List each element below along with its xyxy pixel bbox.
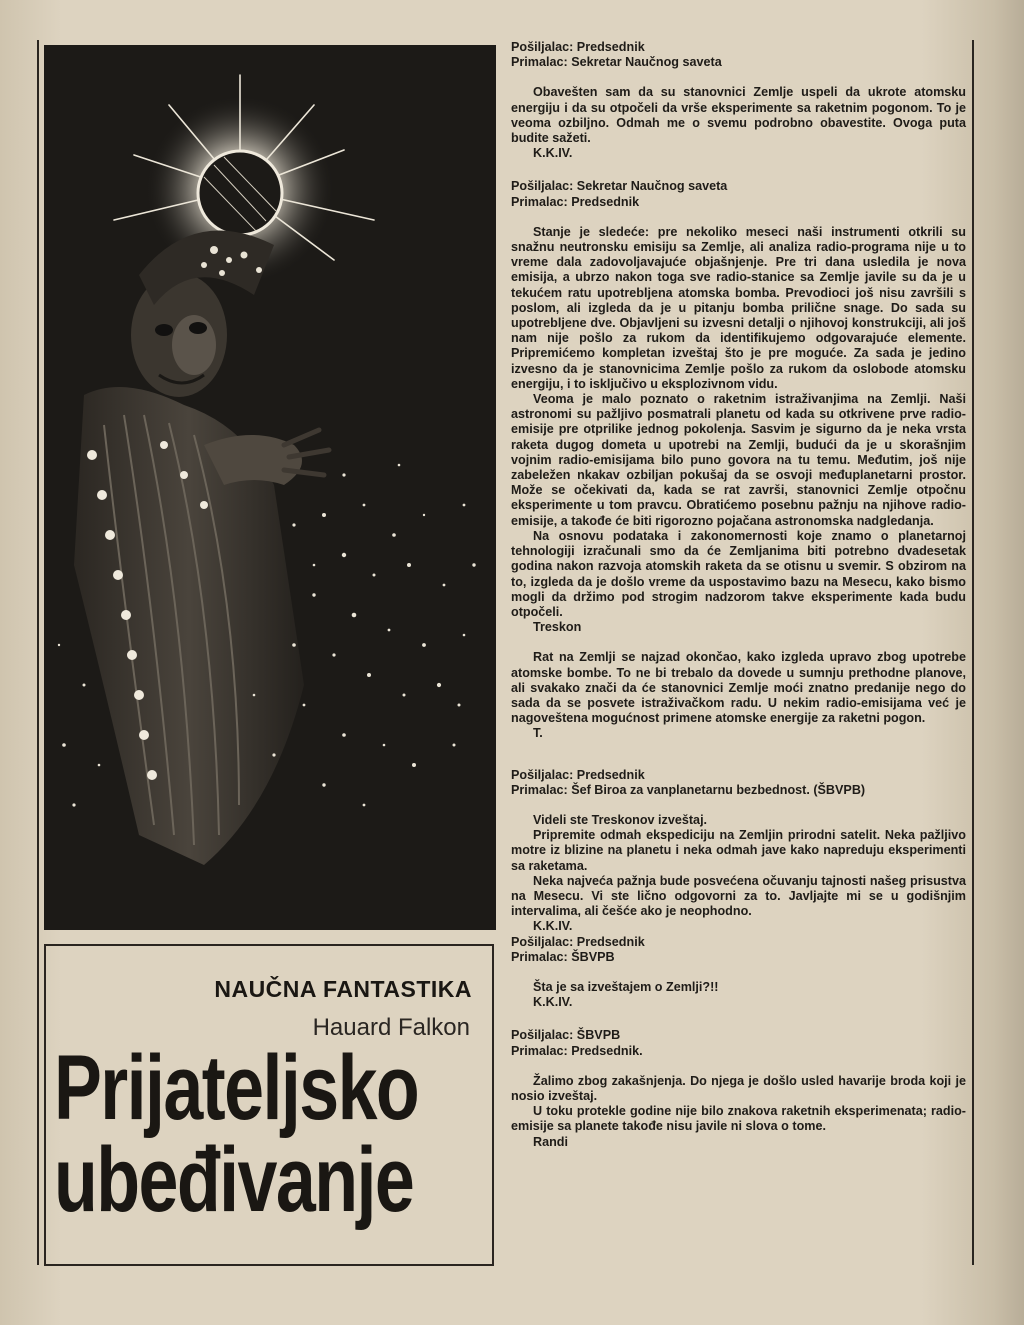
right-frame-rule xyxy=(972,40,974,1265)
message-paragraph: Obavešten sam da su stanovnici Zemlje uspeli da ukrote atomsku energiju i da su otpočeli da vrše eksperimente sa raketnim pogonom. To je veoma ozbiljno. Odmah me o svemu podrobno obavestite. Ovoga puta budite sažeti. xyxy=(511,85,966,146)
message-header xyxy=(511,1028,966,1058)
message-header xyxy=(511,768,966,798)
cosmic-figure-illustration xyxy=(44,45,496,930)
message-body xyxy=(511,225,966,635)
message-signature: K.K.IV. xyxy=(533,995,573,1010)
section-label: NAUČNA FANTASTIKA xyxy=(214,976,472,1002)
message-header xyxy=(511,40,966,70)
message-paragraph: Pripremite odmah ekspediciju na Zemljin prirodni satelit. Neka pažljivo motre iz blizine na planetu i neka odmah jave kako napreduju eksperimenti sa raketama. xyxy=(511,828,966,873)
author-name: Hauard Falkon xyxy=(312,1014,470,1041)
message-recipient: Primalac: Sekretar Naučnog saveta xyxy=(511,55,722,70)
message-body xyxy=(511,1074,966,1150)
message-recipient: Primalac: ŠBVPB xyxy=(511,949,615,964)
message-sender: Pošiljalac: Predsednik xyxy=(511,767,645,782)
message-paragraph: Na osnovu podataka i zakonomernosti koje znamo o planetarnoj tehnologiji izračunali smo da će Zemljanima biti potrebno dvadesetak godina nakon razvoja atomskih raketa da se otisnu u svemir. S obzirom na to, izgleda da je došlo vreme da uspostavimo bazu na Mesecu, kako bismo mogli da držimo pod strogim nadzorom takve eksperimente kada budu otpočeli. xyxy=(511,528,966,619)
message-sender: Pošiljalac: Predsednik xyxy=(511,40,645,54)
message-header xyxy=(511,179,966,209)
message-paragraph: Veoma je malo poznato o raketnim istraživanjima na Zemlji. Naši astronomi su pažljivo posmatrali planetu od kada su otkrivene prve radio-emisije pre otprilike jednog pokolenja. Sasvim je sigurno da je neka vrsta raketa dugog dometa u upotrebi na Zemlji, budući da je u skorašnjim vojnim radio-emisijama bilo puno govora na tu temu. Međutim, još nije zabeležen nkakav ozbiljan pokušaj da se osvoji međuplanetarni prostor. Može se očekivati da, kada se rat završi, stanovnici Zemlje otpočnu eksperimente u tom pravcu. Obratićemo posebnu pažnju na njihove radio-emisije, a takođe će biti rigorozno pojačana astronomska nadgledanja. xyxy=(511,392,966,528)
message-paragraph: U toku protekle godine nije bilo znakova raketnih eksperimenata; radio-emisije sa planete takođe nisu javile ni slova o tome. xyxy=(511,1104,966,1134)
message-signature: Randi xyxy=(533,1134,568,1149)
message-signature: T. xyxy=(533,726,543,741)
message-recipient: Primalac: Predsednik xyxy=(511,194,640,209)
message-paragraph: Stanje je sledeće: pre nekoliko meseci naši instrumenti otkrili su snažnu neutronsku emisiju sa Zemlje, ali analiza radio-programa nije u to vreme dala zadovoljavajuće objašnjenje. Pre tri dana usledila je nova emisija, a ubrzo nakon toga sve radio-stanice sa Zemlje javile su da je u tekućem ratu upotrebljena atomska bomba. Prevodioci još nisu završili s poslom, ali izgleda da je u pitanju bomba prilične snage. Do sada su upotrebljene dve. Objavljeni su izvesni detalji o njihovoj konstrukciji, ali još nam nije pošlo za rukom da identifikujemo odgovarajuće elemente. Pripremićemo kompletan izveštaj što je pre moguće. Za sada je jedino izvesno da je stanovnicima Zemlje pošlo za rukom da oslobode atomsku energiju, i to isključivo u eksplozivnom vidu. xyxy=(511,224,966,391)
message-paragraph: Neka najveća pažnja bude posvećena očuvanju tajnosti našeg prisustva na Mesecu. Vi ste lično odgovorni za to. Javljajte mi se u godišnjim intervalima, ali češće ako je neophodno. xyxy=(511,873,966,919)
message-paragraph: Rat na Zemlji se najzad okončao, kako izgleda upravo zbog upotrebe atomske bombe. To ne bi trebalo da dovede u sumnju prethodne planove, ali svakako znači da će stanovnici Zemlje moći znatno predanije nego do sada da se posvete istraživačkom radu. U nekim radio-emisijama već je nagoveštena mogućnost primene atomske energije za raketni pogon. xyxy=(511,650,966,726)
message-signature: K.K.IV. xyxy=(533,919,573,934)
message-signature: Treskon xyxy=(533,620,582,635)
article-title-box xyxy=(44,944,494,1266)
story-title xyxy=(54,1037,419,1231)
message-body xyxy=(511,650,966,741)
message-paragraph: Videli ste Treskonov izveštaj. xyxy=(533,812,708,827)
message-recipient: Primalac: Šef Biroa za vanplanetarnu bezbednost. (ŠBVPB) xyxy=(511,782,866,797)
left-frame-rule xyxy=(37,40,39,1265)
article-text-column xyxy=(511,40,966,1150)
story-title-line-2: ubeđivanje xyxy=(54,1129,414,1231)
message-body xyxy=(511,813,966,935)
message-sender: Pošiljalac: Predsednik xyxy=(511,934,645,949)
message-body xyxy=(511,85,966,161)
message-sender: Pošiljalac: ŠBVPB xyxy=(511,1028,621,1043)
message-sender: Pošiljalac: Sekretar Naučnog saveta xyxy=(511,179,728,194)
message-paragraph: Žalimo zbog zakašnjenja. Do njega je došlo usled havarije broda koji je nosio izveštaj. xyxy=(511,1073,966,1103)
message-recipient: Primalac: Predsednik. xyxy=(511,1043,643,1058)
message-signature: K.K.IV. xyxy=(533,146,573,161)
story-title-line-1: Prijateljsko xyxy=(54,1037,419,1139)
message-body xyxy=(511,980,966,1010)
message-header xyxy=(511,935,966,965)
message-paragraph: Šta je sa izveštajem o Zemlji?!! xyxy=(533,979,719,994)
